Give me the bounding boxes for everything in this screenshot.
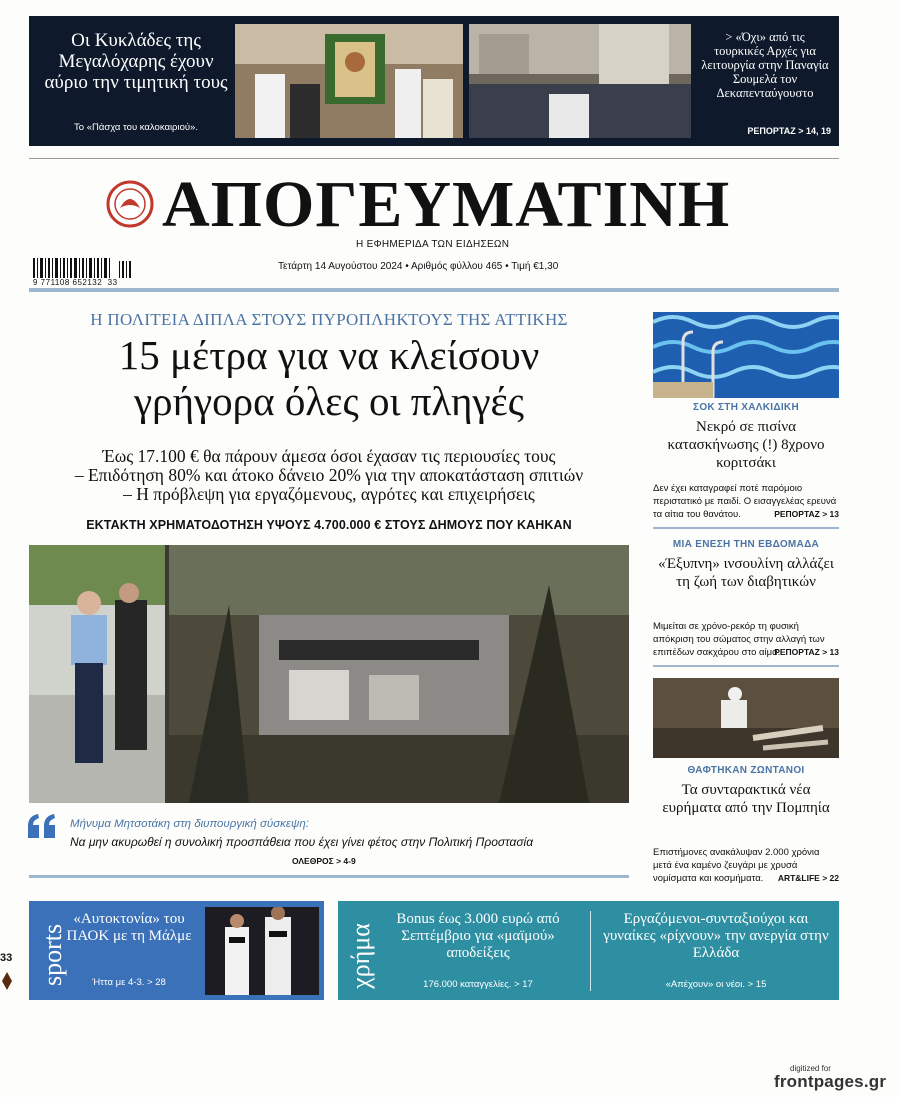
side-story-1-headline[interactable]: Νεκρό σε πισίνα κατασκήνωσης (!) 8χρονο κοριτσάκι <box>667 419 825 471</box>
edge-page-number: 33 <box>0 952 13 964</box>
sports-label: sports <box>38 923 67 986</box>
money-subline-1: 176.000 καταγγελίες. > 17 <box>423 979 533 990</box>
sports-headline: «Αυτοκτονία» του ΠΑΟΚ με τη Μάλμε <box>66 911 192 944</box>
pool-photo <box>653 312 839 398</box>
sports-panel[interactable] <box>29 901 324 1000</box>
barcode-number: 9 771108 652132 33 <box>33 278 118 287</box>
church-crowd-photo <box>469 24 691 138</box>
banner-right-text: > «Όχι» από τις τουρκικές Αρχές για λειτουργία στην Παναγία Σουμελά τον Δεκαπενταύγουστο <box>701 30 829 100</box>
side-divider-1 <box>653 527 839 529</box>
money-label: χρήμα <box>346 923 375 989</box>
side-story-2-headline[interactable]: «Έξυπνη» ινσουλίνη αλλάζει τη ζωή των διαβητικών <box>658 556 834 590</box>
main-deck <box>30 447 628 504</box>
barcode <box>33 258 133 278</box>
side-story-1-ref[interactable]: ΡΕΠΟΡΤΑΖ > 13 <box>774 509 839 519</box>
football-photo <box>205 907 319 995</box>
side-story-3-ref[interactable]: ART&LIFE > 22 <box>777 873 839 883</box>
quote-text: Να μην ακυρωθεί η συνολική προσπάθεια που έχει γίνει φέτος στην Πολιτική Προστασία <box>70 835 534 849</box>
pompeii-photo <box>653 678 839 758</box>
deck-line-1: Έως 17.100 € θα πάρουν άμεσα όσοι έχασαν τις περιουσίες τους <box>102 446 556 466</box>
headline-line-1: 15 μέτρα για να κλείσουν <box>118 332 540 378</box>
quote-attribution: Μήνυμα Μητσοτάκη στη διυπουργική σύσκεψη: <box>70 818 309 830</box>
main-kicker: Η ΠΟΛΙΤΕΙΑ ΔΙΠΛΑ ΣΤΟΥΣ ΠΥΡΟΠΛΗΚΤΟΥΣ ΤΗΣ ΑΤΤΙΚΗΣ <box>90 310 568 329</box>
main-bottom-divider <box>29 875 629 878</box>
source-site[interactable]: frontpages.gr <box>774 1072 887 1091</box>
issue-info: Τετάρτη 14 Αυγούστου 2024 • Αριθμός φύλλου 465 • Τιμή €1,30 <box>278 261 559 272</box>
quote-mark-icon <box>26 812 60 842</box>
masthead-divider <box>29 288 839 292</box>
banner-title: Οι Κυκλάδες της Μεγαλόχαρης έχουν αύριο την τιμητική τους <box>44 30 228 93</box>
side-story-3-headline[interactable]: Τα συνταρακτικά νέα ευρήματα από την Πομπηία <box>662 782 830 816</box>
money-divider <box>590 911 591 991</box>
money-subline-2: «Απέχουν» οι νέοι. > 15 <box>665 979 767 990</box>
main-headline[interactable] <box>30 332 628 424</box>
banner-right-ref: ΡΕΠΟΡΤΑΖ > 14, 19 <box>747 126 831 136</box>
side-story-2-ref[interactable]: ΡΕΠΟΡΤΑΖ > 13 <box>774 647 839 657</box>
deck-line-3: – Η πρόβλεψη για εργαζόμενους, αγρότες και επιχειρήσεις <box>123 484 535 504</box>
procession-photo <box>235 24 463 138</box>
side-story-3-kicker: ΘΑΦΤΗΚΑΝ ΖΩΝΤΑΝΟΙ <box>687 765 805 776</box>
money-headline-1: Bonus έως 3.000 ευρώ από Σεπτέμβριο για «μαϊμού» αποδείξεις <box>396 911 560 961</box>
side-story-2-body: Μιμείται σε χρόνο-ρεκόρ τη φυσική απόκριση του σώματος στην αλλαγή των επιπέδων σακχάρου στο αίμα. <box>653 621 825 658</box>
headline-line-2: γρήγορα όλες οι πληγές <box>134 378 524 424</box>
masthead-emblem-icon <box>106 180 154 228</box>
main-photo <box>29 545 629 803</box>
masthead-tagline: Η ΕΦΗΜΕΡΙΔΑ ΤΩΝ ΕΙΔΗΣΕΩΝ <box>356 239 510 250</box>
top-banner[interactable] <box>29 16 839 146</box>
digitized-label: digitized for <box>790 1064 831 1073</box>
funding-strapline: ΕΚΤΑΚΤΗ ΧΡΗΜΑΤΟΔΟΤΗΣΗ ΥΨΟΥΣ 4.700.000 € ΣΤΟΥΣ ΔΗΜΟΥΣ ΠΟΥ ΚΑΗΚΑΝ <box>86 518 572 532</box>
barcode-addon: 33 <box>107 278 118 287</box>
diamond-icon <box>2 972 12 990</box>
money-panel[interactable] <box>338 901 839 1000</box>
side-story-1-body: Δεν έχει καταγραφεί ποτέ παρόμοιο περιστατικό με παιδί. Ο εισαγγελέας ερευνά τα αίτια του θανάτου. <box>653 483 837 520</box>
side-divider-2 <box>653 665 839 667</box>
side-story-1-kicker: ΣΟΚ ΣΤΗ ΧΑΛΚΙΔΙΚΗ <box>693 402 799 413</box>
money-headline-2: Εργαζόμενοι-συνταξιούχοι και γυναίκες «ρίχνουν» την ανεργία στην Ελλάδα <box>603 911 829 961</box>
masthead-rule <box>29 158 839 159</box>
deck-line-2: – Επιδότηση 80% και άτοκο δάνειο 20% για την αποκατάσταση σπιτιών <box>74 465 584 485</box>
masthead-title: ΑΠΟΓΕΥΜΑΤΙΝΗ <box>162 168 731 241</box>
side-story-2-kicker: ΜΙΑ ΕΝΕΣΗ ΤΗΝ ΕΒΔΟΜΑΔΑ <box>672 539 820 550</box>
banner-subtitle: Το «Πάσχα του καλοκαιριού». <box>74 122 198 133</box>
side-story-3-body: Επιστήμονες ανακάλυψαν 2.000 χρόνια μετά ένα καμένο ζευγάρι με χρυσά νομίσματα και κοσμήματα. <box>653 847 820 884</box>
sports-subline: Ήττα με 4-3. > 28 <box>92 977 166 988</box>
quote-ref[interactable]: ΟΛΕΘΡΟΣ > 4-9 <box>292 856 356 866</box>
